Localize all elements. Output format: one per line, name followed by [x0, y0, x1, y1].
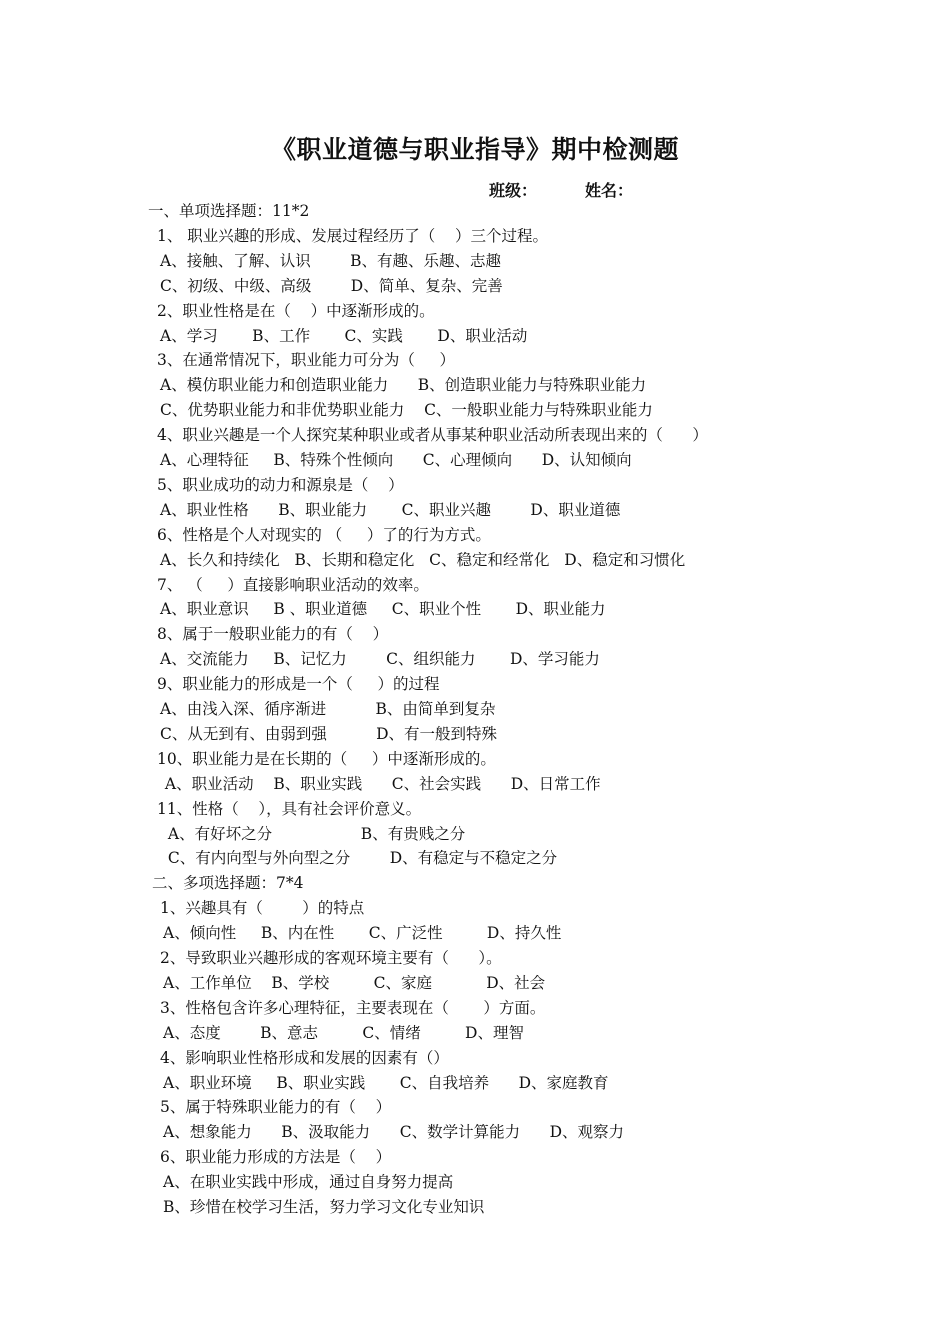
text-line: C、有内向型与外向型之分 D、有稳定与不稳定之分 — [163, 849, 558, 868]
text-line: 8、属于一般职业能力的有（ ） — [157, 625, 389, 644]
text-line: 3、在通常情况下，职业能力可分为（ ） — [157, 351, 455, 370]
text-line: 二、多项选择题：7*4 — [152, 874, 304, 893]
text-line: 11、性格（ ），具有社会评价意义。 — [157, 799, 422, 818]
text-line: 4、影响职业性格形成和发展的因素有（） — [160, 1048, 449, 1067]
text-line: A、心理特征 B、特殊个性倾向 C、心理倾向 D、认知倾向 — [160, 451, 632, 469]
text-line: 9、职业能力的形成是一个（ ）的过程 — [157, 675, 440, 694]
text-line: A、倾向性 B、内在性 C、广泛性 D、持久性 — [163, 924, 562, 943]
text-line: 2、职业性格是在（ ）中逐渐形成的。 — [157, 301, 435, 320]
text-line: 6、性格是个人对现实的 （ ）了的行为方式。 — [157, 525, 491, 544]
text-line: A、接触、了解、认识 B、有趣、乐趣、志趣 — [160, 251, 502, 270]
text-line: 10、职业能力是在长期的（ ）中逐渐形成的。 — [157, 749, 496, 768]
text-line: 5、职业成功的动力和源泉是（ ） — [157, 475, 404, 494]
text-line: A、职业活动 B、职业实践 C、社会实践 D、日常工作 — [160, 774, 601, 793]
text-line: A、交流能力 B、记忆力 C、组织能力 D、学习能力 — [160, 650, 600, 669]
exam-title: 《职业道德与职业指导》期中检测题 — [270, 135, 679, 164]
class-label: 班级： — [489, 181, 538, 200]
text-line: A、由浅入深、循序渐进 B、由简单到复杂 — [160, 700, 496, 718]
text-line: A、长久和持续化 B、长期和稳定化 C、稳定和经常化 D、稳定和习惯化 — [160, 550, 686, 569]
text-line: B、珍惜在校学习生活，努力学习文化专业知识 — [163, 1198, 485, 1216]
text-line: 4、职业兴趣是一个人探究某种职业或者从事某种职业活动所表现出来的（ ） — [157, 426, 708, 445]
text-line: C、从无到有、由弱到强 D、有一般到特殊 — [160, 724, 498, 743]
text-line: 7、 （ ）直接影响职业活动的效率。 — [157, 575, 429, 594]
text-line: A、想象能力 B、汲取能力 C、数学计算能力 D、观察力 — [163, 1123, 625, 1142]
text-line: 1、 职业兴趣的形成、发展过程经历了（ ）三个过程。 — [157, 226, 548, 245]
text-line: A、工作单位 B、学校 C、家庭 D、社会 — [163, 973, 546, 992]
text-line: 3、性格包含许多心理特征，主要表现在（ ）方面。 — [160, 998, 546, 1017]
text-line: A、学习 B、工作 C、实践 D、职业活动 — [160, 326, 528, 345]
text-line: A、在职业实践中形成，通过自身努力提高 — [163, 1173, 454, 1192]
text-line: C、优势职业能力和非优势职业能力 C、一般职业能力与特殊职业能力 — [160, 401, 653, 420]
name-label: 姓名： — [585, 181, 634, 200]
text-line: A、模仿职业能力和创造职业能力 B、创造职业能力与特殊职业能力 — [160, 376, 647, 395]
text-line: 2、导致职业兴趣形成的客观环境主要有（ ）。 — [160, 949, 502, 967]
text-line: A、有好坏之分 B、有贵贱之分 — [163, 824, 466, 843]
text-line: 1、兴趣具有（ ）的特点 — [160, 899, 365, 918]
text-line: A、职业意识 B 、职业道德 C、职业个性 D、职业能力 — [160, 600, 606, 619]
text-line: 一、单项选择题：11*2 — [148, 202, 310, 220]
text-line: C、初级、中级、高级 D、简单、复杂、完善 — [160, 276, 503, 295]
text-line: 5、属于特殊职业能力的有（ ） — [160, 1098, 392, 1117]
text-line: A、态度 B、意志 C、情绪 D、理智 — [163, 1023, 524, 1042]
text-line: 6、职业能力形成的方法是（ ） — [160, 1148, 392, 1167]
text-line: A、职业环境 B、职业实践 C、自我培养 D、家庭教育 — [163, 1073, 609, 1092]
text-line: A、职业性格 B、职业能力 C、职业兴趣 D、职业道德 — [160, 500, 621, 519]
